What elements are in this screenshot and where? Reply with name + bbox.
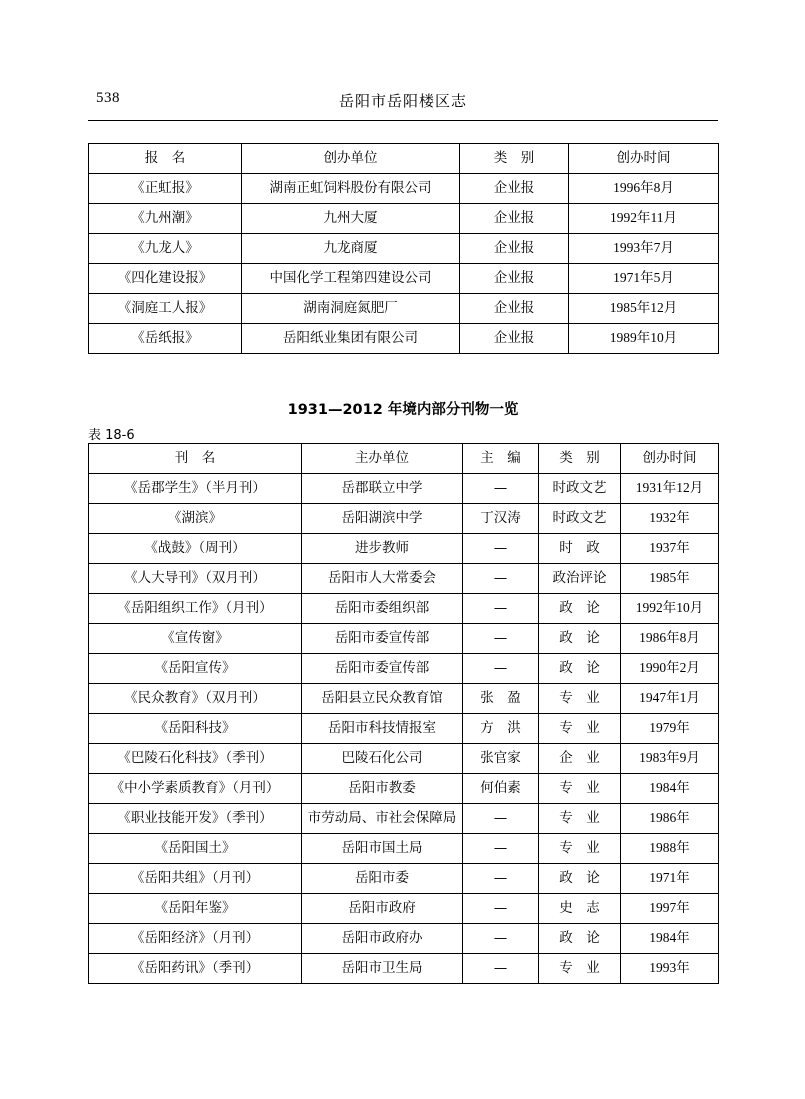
periodicals-table-wrap [88, 443, 718, 984]
table-row [89, 654, 719, 684]
table-row [89, 774, 719, 804]
table-cell: 岳阳市教委 [302, 774, 463, 804]
table-cell: 市劳动局、市社会保障局 [302, 804, 463, 834]
table-cell: 湖南洞庭氮肥厂 [242, 294, 460, 324]
table-cell: — [463, 834, 539, 864]
table-cell: — [463, 924, 539, 954]
table-row [89, 564, 719, 594]
table-cell: 1996年8月 [569, 174, 719, 204]
table-cell: 《岳纸报》 [89, 324, 242, 354]
table-cell: 时政文艺 [539, 474, 621, 504]
header-divider [88, 120, 718, 121]
column-header: 类 别 [460, 144, 569, 174]
section-title: 1931—2012 年境内部分刊物一览 [287, 402, 519, 418]
table-header-row [89, 444, 719, 474]
table-cell: 《岳阳药讯》（季刊） [89, 954, 302, 984]
table-cell: 1990年2月 [621, 654, 719, 684]
periodicals-table [88, 443, 719, 984]
table-cell: 专 业 [539, 714, 621, 744]
table-header-row [89, 144, 719, 174]
table-cell: 1988年 [621, 834, 719, 864]
column-header: 报 名 [89, 144, 242, 174]
table-cell: 企业报 [460, 174, 569, 204]
table-cell: — [463, 594, 539, 624]
table-cell: 1992年11月 [569, 204, 719, 234]
column-header: 创办单位 [242, 144, 460, 174]
table-cell: 1984年 [621, 774, 719, 804]
table-cell: 1992年10月 [621, 594, 719, 624]
book-title: 岳阳市岳阳楼区志 [338, 92, 467, 110]
table-cell: — [463, 624, 539, 654]
newspapers-table [88, 143, 719, 354]
table-row [89, 174, 719, 204]
table-cell: — [463, 534, 539, 564]
table-row [89, 744, 719, 774]
table-cell: 《职业技能开发》（季刊） [89, 804, 302, 834]
table-cell: 专 业 [539, 834, 621, 864]
table-cell: 《岳阳年鉴》 [89, 894, 302, 924]
table-cell: 政 论 [539, 624, 621, 654]
table-cell: 1997年 [621, 894, 719, 924]
table-cell: 1985年12月 [569, 294, 719, 324]
column-header: 主 编 [463, 444, 539, 474]
table-cell: 《洞庭工人报》 [89, 294, 242, 324]
table-cell: 《人大导刊》（双月刊） [89, 564, 302, 594]
table-cell: 《岳郡学生》（半月刊） [89, 474, 302, 504]
table-cell: — [463, 954, 539, 984]
table-cell: 《中小学素质教育》（月刊） [89, 774, 302, 804]
table-row [89, 624, 719, 654]
table-cell: 《民众教育》（双月刊） [89, 684, 302, 714]
table-cell: 1947年1月 [621, 684, 719, 714]
table-cell: 1983年9月 [621, 744, 719, 774]
table-cell: 1937年 [621, 534, 719, 564]
table-cell: — [463, 804, 539, 834]
table-cell: 岳阳市国土局 [302, 834, 463, 864]
table-cell: 《岳阳组织工作》（月刊） [89, 594, 302, 624]
table-cell: 专 业 [539, 684, 621, 714]
page-number: 538 [96, 90, 120, 106]
table-cell: 《四化建设报》 [89, 264, 242, 294]
table-cell: 时 政 [539, 534, 621, 564]
table-row [89, 534, 719, 564]
table-row [89, 954, 719, 984]
table-cell: 岳阳市政府办 [302, 924, 463, 954]
table-cell: 1971年 [621, 864, 719, 894]
newspapers-table-wrap [88, 143, 718, 354]
column-header: 刊 名 [89, 444, 302, 474]
table-cell: 《湖滨》 [89, 504, 302, 534]
table-cell: 《岳阳经济》（月刊） [89, 924, 302, 954]
table-cell: 企 业 [539, 744, 621, 774]
table-cell: 岳阳县立民众教育馆 [302, 684, 463, 714]
table-cell: 专 业 [539, 954, 621, 984]
table-cell: 岳阳市委 [302, 864, 463, 894]
table-cell: 岳阳纸业集团有限公司 [242, 324, 460, 354]
table-row [89, 474, 719, 504]
table-row [89, 804, 719, 834]
table-row [89, 234, 719, 264]
table-cell: 《岳阳国土》 [89, 834, 302, 864]
table-row [89, 324, 719, 354]
table-cell: 企业报 [460, 234, 569, 264]
table-cell: 《岳阳共组》（月刊） [89, 864, 302, 894]
column-header: 类 别 [539, 444, 621, 474]
table-cell: 1986年8月 [621, 624, 719, 654]
table-cell: — [463, 864, 539, 894]
table-cell: 政 论 [539, 864, 621, 894]
table-cell: 岳阳市人大常委会 [302, 564, 463, 594]
table-row [89, 834, 719, 864]
table-cell: — [463, 654, 539, 684]
table-cell: 《战鼓》（周刊） [89, 534, 302, 564]
table-row [89, 594, 719, 624]
table-cell: 《九州潮》 [89, 204, 242, 234]
table-cell: 政治评论 [539, 564, 621, 594]
table-cell: 岳阳市委组织部 [302, 594, 463, 624]
column-header: 创办时间 [569, 144, 719, 174]
table-cell: 企业报 [460, 204, 569, 234]
table-cell: 1984年 [621, 924, 719, 954]
table-cell: 张 盈 [463, 684, 539, 714]
table-row [89, 924, 719, 954]
table-cell: 《正虹报》 [89, 174, 242, 204]
table-cell: 1986年 [621, 804, 719, 834]
table-cell: 1989年10月 [569, 324, 719, 354]
table-cell: 九州大厦 [242, 204, 460, 234]
table-cell: — [463, 564, 539, 594]
table-cell: 1931年12月 [621, 474, 719, 504]
running-head [88, 90, 718, 116]
table-cell: 岳阳市委宣传部 [302, 654, 463, 684]
table-cell: 岳郡联立中学 [302, 474, 463, 504]
table-cell: 史 志 [539, 894, 621, 924]
table-row [89, 264, 719, 294]
table-cell: 岳阳湖滨中学 [302, 504, 463, 534]
table-row [89, 294, 719, 324]
table-cell: 巴陵石化公司 [302, 744, 463, 774]
table-row [89, 864, 719, 894]
table-cell: 专 业 [539, 804, 621, 834]
table-cell: 中国化学工程第四建设公司 [242, 264, 460, 294]
table-cell: 政 论 [539, 654, 621, 684]
table-cell: 何伯素 [463, 774, 539, 804]
table-cell: 企业报 [460, 294, 569, 324]
table-cell: — [463, 894, 539, 924]
table-row [89, 894, 719, 924]
table-cell: 九龙商厦 [242, 234, 460, 264]
table-cell: 方 洪 [463, 714, 539, 744]
table-row [89, 504, 719, 534]
table-cell: 企业报 [460, 324, 569, 354]
table-row [89, 714, 719, 744]
table-cell: 1979年 [621, 714, 719, 744]
table-cell: 1971年5月 [569, 264, 719, 294]
table-cell: 进步教师 [302, 534, 463, 564]
table-cell: 1932年 [621, 504, 719, 534]
table-cell: 《巴陵石化科技》（季刊） [89, 744, 302, 774]
table-cell: 政 论 [539, 594, 621, 624]
table-cell: 企业报 [460, 264, 569, 294]
table-cell: 岳阳市科技情报室 [302, 714, 463, 744]
table-cell: 政 论 [539, 924, 621, 954]
table-cell: 《九龙人》 [89, 234, 242, 264]
column-header: 创办时间 [621, 444, 719, 474]
table-cell: 岳阳市委宣传部 [302, 624, 463, 654]
table-cell: 1993年 [621, 954, 719, 984]
table-cell: — [463, 474, 539, 504]
table-label: 表 18-6 [88, 428, 135, 443]
table-cell: 岳阳市政府 [302, 894, 463, 924]
table-cell: 1985年 [621, 564, 719, 594]
column-header: 主办单位 [302, 444, 463, 474]
table-cell: 《宣传窗》 [89, 624, 302, 654]
table-cell: 湖南正虹饲料股份有限公司 [242, 174, 460, 204]
table-cell: 专 业 [539, 774, 621, 804]
table-cell: 《岳阳科技》 [89, 714, 302, 744]
table-cell: 张官家 [463, 744, 539, 774]
table-cell: 1993年7月 [569, 234, 719, 264]
table-row [89, 204, 719, 234]
table-cell: 岳阳市卫生局 [302, 954, 463, 984]
table-cell: 丁汉涛 [463, 504, 539, 534]
table-cell: 时政文艺 [539, 504, 621, 534]
table-row [89, 684, 719, 714]
table-cell: 《岳阳宣传》 [89, 654, 302, 684]
